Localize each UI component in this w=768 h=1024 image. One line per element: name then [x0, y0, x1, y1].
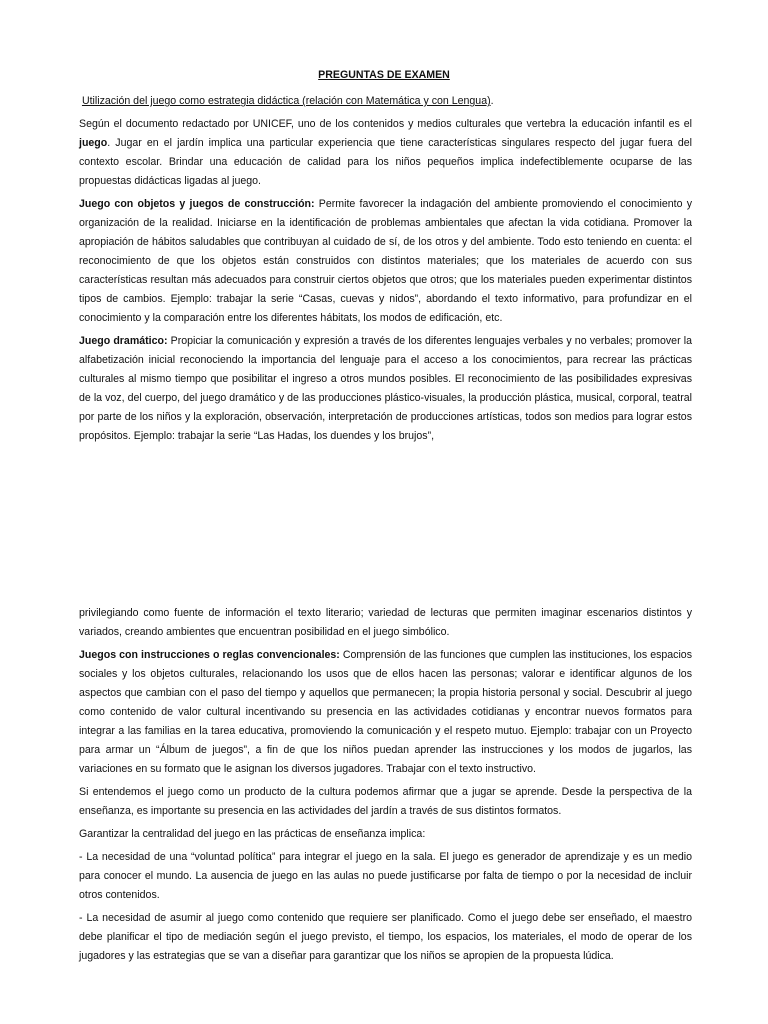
paragraph-garantizar: Garantizar la centralidad del juego en las prácticas de enseñanza implica:	[79, 828, 426, 840]
intro-bold: juego	[79, 137, 108, 149]
paragraph-continuation: privilegiando como fuente de información el texto literario; variedad de lecturas que permiten imaginar escenarios distintos y variados, creando ambientes que encuentran posibilidad en el juego simbólico.	[79, 607, 692, 638]
text-block-top	[79, 92, 692, 450]
intro-text-end: . Jugar en el jardín implica una particular experiencia que tiene características singulares respecto del jugar fuera del contexto escolar. Brindar una educación de calidad para los niños pequeños implica indefectiblemente ocuparse de las propuestas didácticas ligadas al juego.	[79, 137, 692, 187]
subtitle: Utilización del juego como estrategia didáctica (relación con Matemática y con Lengua)	[81, 95, 491, 107]
text-block-bottom	[79, 604, 692, 970]
intro-text: Según el documento redactado por UNICEF, uno de los contenidos y medios culturales que vertebra la educación infantil es el	[79, 118, 692, 130]
paragraph-voluntad: - La necesidad de una “voluntad política” para integrar el juego en la sala. El juego es generador de aprendizaje y es un medio para conocer el mundo. La ausencia de juego en las aulas no puede justificarse por falta de tiempo o por la necesidad de incluir otros contenidos.	[79, 851, 692, 901]
paragraph-intro	[79, 115, 692, 191]
paragraph-planificado: - La necesidad de asumir al juego como contenido que requiere ser planificado. Como el juego debe ser enseñado, el maestro debe planificar el tipo de mediación según el juego previsto, el tiempo, los espacios, los materiales, el modo de operar de los jugadores y las estrategias que se van a diseñar para garantizar que los niños se apropien de la propuesta lúdica.	[79, 912, 692, 962]
heading-objetos: Juego con objetos y juegos de construcción:	[79, 198, 315, 210]
paragraph-objetos	[79, 195, 692, 328]
text-reglas: Comprensión de las funciones que cumplen las instituciones, los espacios sociales y los objetos culturales, relacionando los usos que de ellos hacen las personas; valorar e identificar algunos de los aspectos que cambian con el paso del tiempo y aquellos que permanecen; la propia historia personal y social. Descubrir al juego como contenido de valor cultural incentivando su presencia en las actividades cotidianas y encontrar nuevos formatos para integrar a las familias en la tarea educativa, promoviendo la comunicación y el respeto mutuo. Ejemplo: trabajar con un Proyecto para armar un “Álbum de juegos”, a fin de que los niños puedan aprender las instrucciones y los modos de jugarlos, las variaciones en su formato que le asignan los diversos jugadores. Trabajar con el texto instructivo.	[79, 649, 693, 775]
heading-reglas: Juegos con instrucciones o reglas convencionales:	[79, 649, 340, 661]
subtitle-paragraph	[79, 92, 692, 111]
paragraph-cultura: Si entendemos el juego como un producto de la cultura podemos afirmar que a jugar se aprende. Desde la perspectiva de la enseñanza, es importante su presencia en las actividades del jardín a través de sus distintos formatos.	[79, 786, 692, 817]
paragraph-dramatico	[79, 332, 692, 446]
text-dramatico: Propiciar la comunicación y expresión a través de los diferentes lenguajes verbales y no verbales; promover la alfabetización inicial reconociendo la importancia del lenguaje para el acceso a los conocimientos, para recrear las prácticas culturales al mismo tiempo que posibilitar el ingreso a otros mundos posibles. El reconocimiento de las posibilidades expresivas de la voz, del cuerpo, del juego dramático y de las producciones plástico-visuales, la producción plástica, musical, corporal, teatral por parte de los niños y la exploración, observación, interpretación de producciones artísticas, todos son medios para lograr estos propósitos. Ejemplo: trabajar la serie “Las Hadas, los duendes y los brujos”,	[79, 335, 692, 442]
page-title: PREGUNTAS DE EXAMEN	[318, 69, 450, 81]
text-objetos: Permite favorecer la indagación del ambiente promoviendo el conocimiento y organización de la realidad. Iniciarse en la identificación de problemas ambientales que afectan la vida cotidiana. Promover la apropiación de hábitos saludables que contribuyan al cuidado de sí, de los otros y del ambiente. Todo esto teniendo en cuenta: el reconocimiento de que los objetos están construidos con distintos materiales; que los materiales de acuerdo con sus características resultan más adecuados para construir ciertos objetos que otros; que los materiales pueden experimentar distintos tipos de cambios. Ejemplo: trabajar la serie “Casas, cuevas y nidos”, abordando el texto informativo, para profundizar en el conocimiento y la comparación entre los diferentes hábitats, los modos de edificación, etc.	[79, 198, 692, 324]
heading-dramatico: Juego dramático:	[79, 335, 168, 347]
paragraph-reglas	[79, 646, 692, 779]
subtitle-end: .	[490, 95, 494, 107]
